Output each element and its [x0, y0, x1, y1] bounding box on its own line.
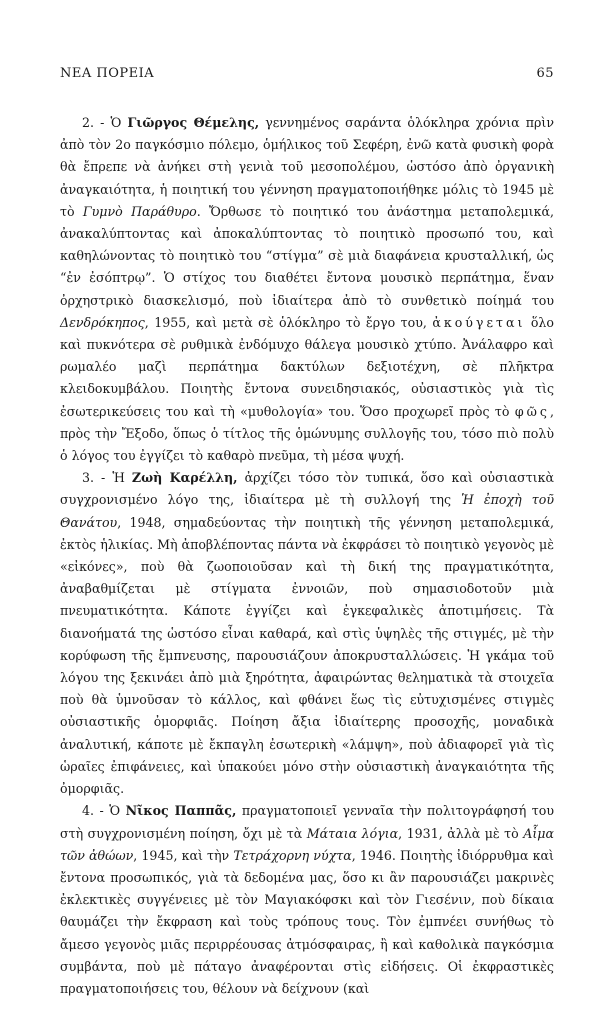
text-run: . Ὄρθωσε τὸ ποιητικό του ἀνάστημα μεταπολεμικά, ἀνακαλύπτοντας καὶ ἀποκαλύπτοντας τὸ ποιητικὸ προσωπό του, καὶ καθηλώνοντας τὸ ποιητικὸ του “στίγμα” σὲ μιὰ διαφάνεια κρυσταλλική, ὡς “ἐν ἐσόπτρῳ”. Ὁ στίχος του διαθέτει ἔντονα μουσικὸ περπάτημα, ἕναν ὀρχηστρικὸ διασκελισμό, ποὺ ἰδιαίτερα ἀπὸ τὸ συνθετικὸ ποίημά του	[60, 203, 554, 308]
text-run: , 1945, καὶ τὴν	[133, 847, 234, 863]
emphasized-word: φῶς	[514, 403, 550, 419]
text-run: , 1955, καὶ μετὰ σὲ ὁλόκληρο τὸ ἔργο του,	[144, 314, 433, 330]
work-title: Αἷμα τῶν ἀθώων	[60, 825, 554, 863]
paragraph-2	[60, 112, 554, 467]
paragraph-4	[60, 800, 554, 1000]
poet-name: Ζωὴ Καρέλλη,	[131, 470, 238, 486]
section-number: 4. -	[82, 803, 110, 819]
text-run: , πρὸς τὴν Ἔξοδο, ὅπως ὁ τίτλος τῆς ὁμώνυμης συλλογῆς του, τόσο πιὸ πολὺ ὁ λόγος του ἐγγίζει τὸ καθαρὸ πνεῦμα, τὴ μέσα ψυχή.	[60, 403, 554, 464]
poet-name: Νῖκος Παππᾶς,	[125, 803, 237, 819]
page	[60, 66, 554, 1000]
work-title: Ἡ ἐποχὴ τοῦ Θανάτου	[60, 492, 554, 530]
text-run: ὅλο καὶ πυκνότερα σὲ ρυθμικὰ ἐνδόμυχο θάλεγα μουσικὸ χτύπο. Ἀνάλαφρο καὶ ρωμαλέο μαζὶ περπάτημα δακτύλων δεξιοτέχνη, σὲ πλῆκτρα κλειδοκυμβάλου. Ποιητὴς ἔντονα συνειδησιακός, οὐσιαστικὸς γιὰ τὶς ἐσωτερικεύσεις του καὶ τὴ «μυθολογία» του. Ὅσο προχωρεῖ πρὸς τὸ	[60, 314, 554, 419]
work-title: Τετράχορνη νύχτα	[233, 847, 352, 863]
article-word: Ὁ	[109, 803, 126, 819]
work-title: Δενδρόκηπος	[60, 314, 145, 330]
section-number: 3. -	[82, 470, 113, 486]
work-title: Γυμνὸ Παράθυρο	[82, 203, 197, 219]
text-run: , 1948, σημαδεύοντας τὴν ποιητικὴ τῆς γέννηση μεταπολεμικά, ἐκτὸς ἡλικίας. Μὴ ἀποβλέποντας πάντα νὰ ἐκφράσει τὸ ποιητικὸ γεγονὸς μὲ «εἰκόνες», ποὺ θὰ ζωοποιοῦσαν καὶ τὴ δική της πραγματικότητα, ἀναβαθμίζεται μὲ στίγματα ἐννοιῶν, ποὺ σημασιοδοτοῦν μιὰ πνευματικότητα. Κάποτε ἐγγίζει καὶ ἐγκεφαλικὲς ἀποτιμήσεις. Τὰ διανοήματά της ὡστόσο εἶναι καθαρά, καὶ στὶς ὑψηλὲς τῆς στιγμές, μὲ τὴν κορύφωση τῆς ἔμπνευσης, παρουσιάζουν ἀποκρυσταλλώσεις. Ἡ γκάμα τοῦ λόγου της ξεκινάει ἀπὸ μιὰ ξηρότητα, ἀφαιρώντας θεληματικὰ τὰ στοιχεῖα ποὺ θὰ ὑμνοῦσαν τὸ κάλλος, καὶ φθάνει ἕως τὶς εὐτυχισμένες στιγμὲς οὐσιαστικῆς ὀμορφιᾶς. Ποίηση ἄξια ἰδιαίτερης προσοχῆς, μοναδικὰ ἀναλυτική, κάποτε μὲ ἔκπαγλη ἐσωτερικὴ «λάμψη», ποὺ ἀδιαφορεῖ γιὰ τὶς ὡραῖες ἐπιφάνειες, καὶ ὑπακούει μόνο στὴν οὐσιαστικὴ ἀναγκαιότητα τῆς ὀμορφιᾶς.	[60, 514, 554, 797]
emphasized-word: ἀκούγεται	[432, 314, 526, 330]
text-run: , 1946. Ποιητὴς ἰδιόρρυθμα καὶ ἔντονα προσωπικός, γιὰ τὰ δεδομένα μας, ὅσο κι ἂν παρουσιάζει μακρινὲς ἐκλεκτικὲς συγγένειες μὲ τὸν Μαγιακόφσκι καὶ τὸν Γιεσένιν, ποὺ δίκαια θαυμάζει τὴν ἔκφραση καὶ τοὺς τρόπους τους. Τὸν ἐμπνέει συνήθως τὸ ἄμεσο γεγονὸς μιᾶς περιρρέουσας ἀτμόσφαιρας, ἢ καὶ καθολικὰ παγκόσμια συμβάντα, ποὺ μὲ πάταγο ἀναφέρονται στὶς εἰδήσεις. Οἱ ἐκφραστικὲς πραγματοποιήσεις του, θέλουν νὰ δείχνουν (καὶ	[60, 847, 554, 996]
paragraph-3	[60, 467, 554, 800]
text-run: , 1931, ἀλλὰ μὲ τὸ	[398, 825, 524, 841]
article-word: Ὁ	[110, 115, 128, 130]
article-word: Ἡ	[112, 470, 132, 486]
running-head	[60, 66, 554, 90]
text-run: γεννημένος σαράντα ὁλόκληρα χρόνια πρὶν ἀπὸ τὸν 2ο παγκόσμιο πόλεμο, ὁμήλικος τοῦ Σεφέρη, ἐνῶ κατὰ φυσικὴ φορὰ θὰ ἔπρεπε νὰ ἀνήκει στὴ γενιὰ τοῦ μεσοπολέμου, ὡστόσο ἀπὸ ὀργανικὴ ἀναγκαιότητα, ἡ ποιητική του γέννηση πραγματοποιήθηκε μόλις τὸ 1945 μὲ τὸ	[60, 115, 554, 219]
page-number: 65	[536, 66, 554, 81]
work-title: Μάταια λόγια	[306, 825, 399, 841]
poet-name: Γιῶργος Θέμελης,	[127, 115, 260, 130]
section-number: 2. -	[82, 115, 111, 130]
journal-title: ΝΕΑ ΠΟΡΕΙΑ	[60, 66, 155, 81]
text-run: ἀρχίζει τόσο τὸν τυπικά, ὅσο καὶ οὐσιαστικὰ συγχρονισμένο λόγο της, ἰδιαίτερα μὲ τὴ συλλογή της	[60, 470, 554, 508]
text-run: πραγματοποιεῖ γενναῖα τὴν πολιτογράφησή του στὴ συγχρονισμένη ποίηση, ὄχι μὲ τὰ	[60, 803, 555, 841]
article-body	[60, 112, 554, 1000]
